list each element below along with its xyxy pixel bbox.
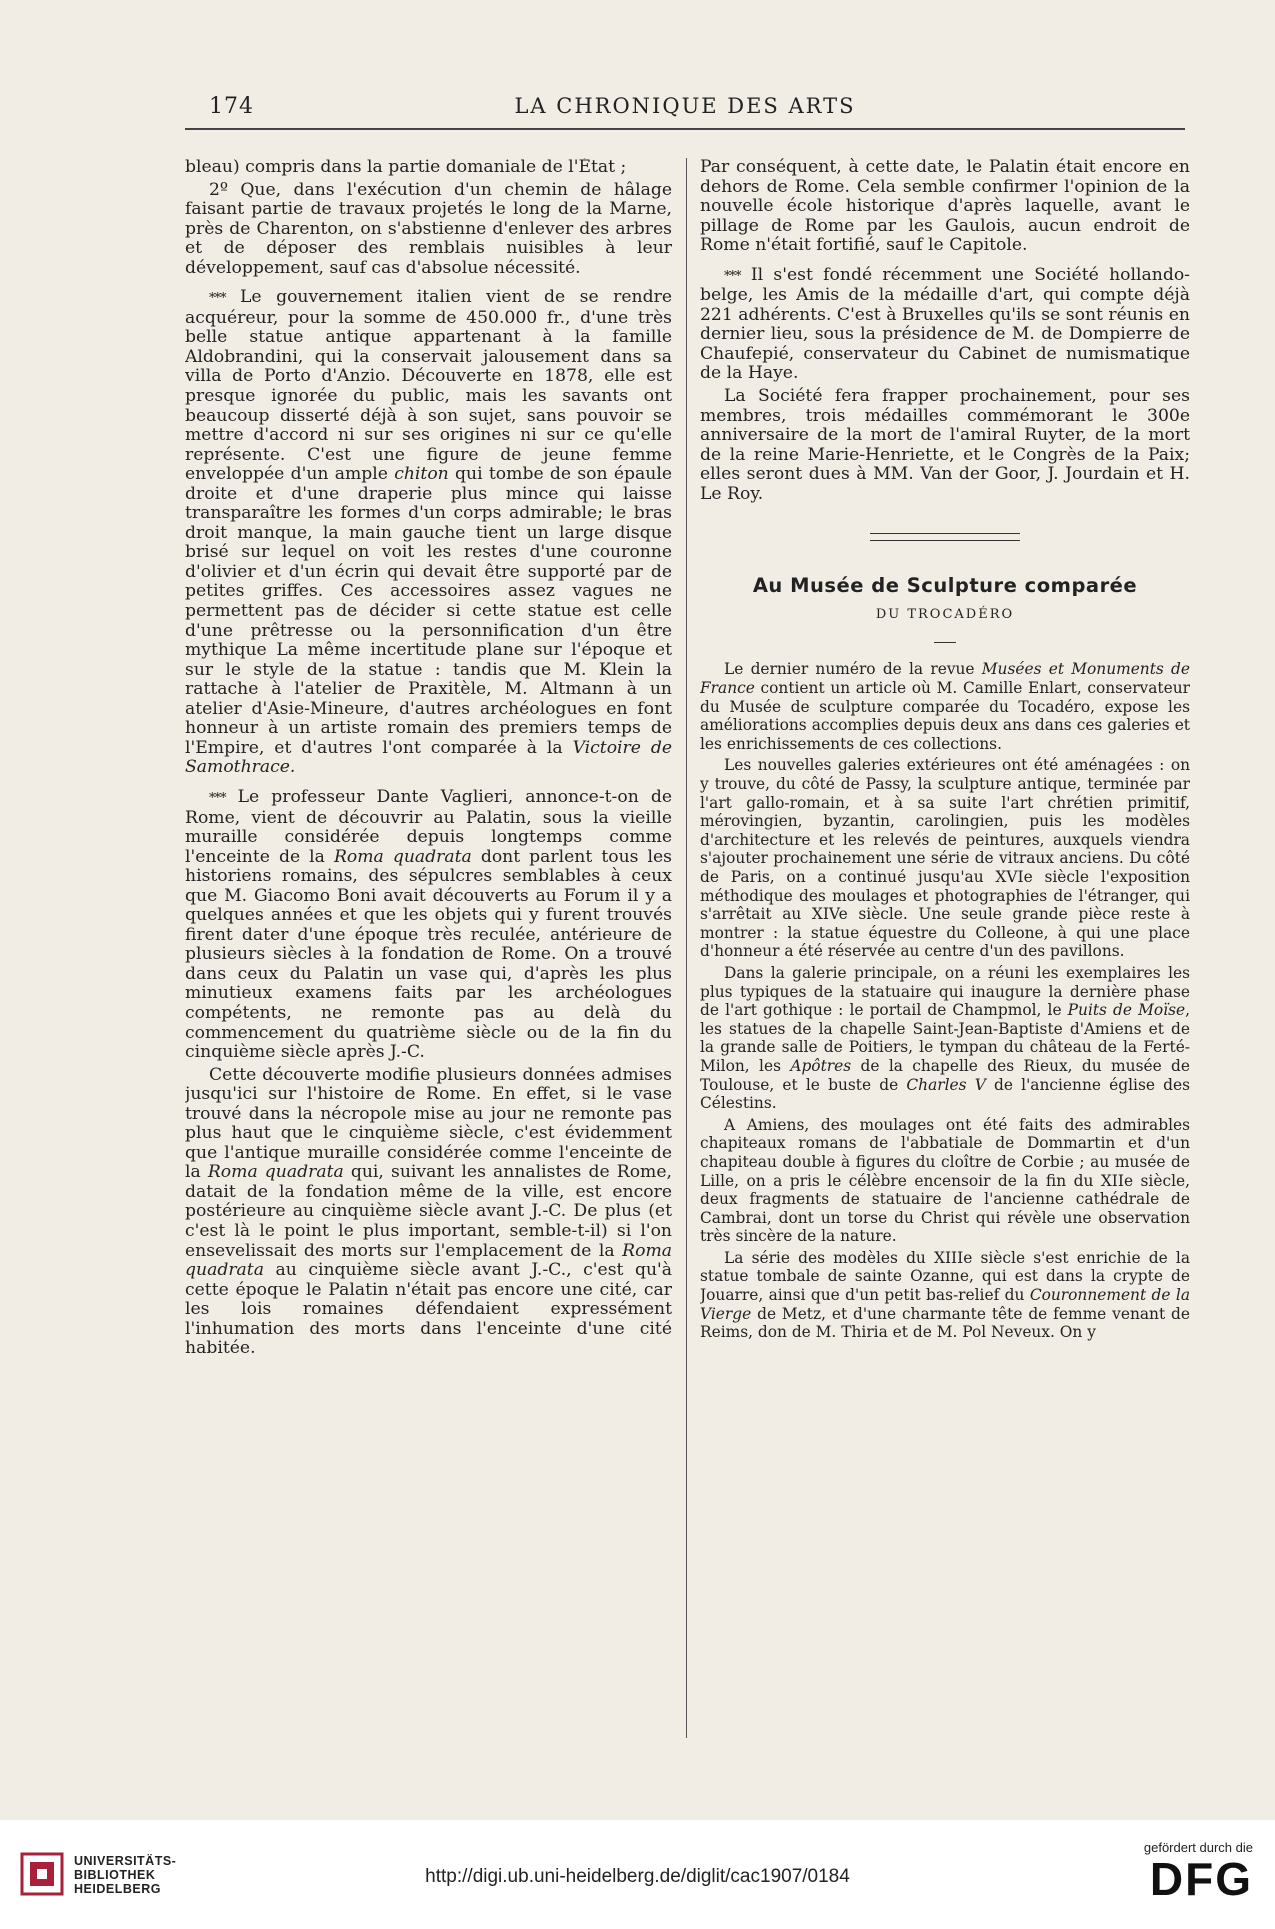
left-column xyxy=(185,158,672,1738)
library-name: UNIVERSITÄTS- BIBLIOTHEK HEIDELBERG xyxy=(74,1854,177,1896)
paragraph: bleau) compris dans la partie domaniale de l'État ; xyxy=(185,158,627,177)
article-title: Au Musée de Sculpture comparée xyxy=(752,573,1138,597)
right-column xyxy=(700,158,1190,1738)
asterism: *** xyxy=(724,268,741,284)
paragraph: Les nouvelles galeries extérieures ont été aménagées : on y trouve, du côté de Passy, la sculpture antique, terminée par l'art gallo-romain, et à sa suite l'art chrétien primitif, mérovingien, byzantin, carolingien, puis les modèles d'architecture et les relevés de peintures, auxquels viendra s'ajouter prochainement une série de vitraux anciens. Du côté de Paris, on a continué jusqu'au XVIe siècle l'exposition méthodique des moulages et photographies de l'étranger, qui s'arrêtait au XIVe siècle. Une seule grande pièce reste à montrer : la statue équestre du Colleone, à qui une place d'honneur a été réservée au centre d'un des pavillons. xyxy=(700,756,1190,961)
paragraph: Dans la galerie principale, on a réuni les exemplaires les plus typiques de la statuaire qui inaugure la dernière phase de l'art gothique : le portail de Champmol, le Puits de Moïse, les statues de la chapelle Saint-Jean-Baptiste d'Amiens et de la grande salle de Poitiers, le tympan du château de la Ferté-Milon, les Apôtres de la chapelle des Rieux, du musée de Toulouse, et le buste de Charles V de l'ancienne église des Célestins. xyxy=(700,963,1190,1113)
funder-label: gefördert durch die xyxy=(1143,1840,1253,1855)
column-divider xyxy=(686,158,687,1738)
page-number: 174 xyxy=(209,94,254,119)
paragraph: La série des modèles du XIIIe siècle s'est enrichie de la statue tombale de sainte Ozanne, qui est dans la crypte de Jouarre, ainsi que d'un petit bas-relief du Couronnement de la Vierge de Metz, et d'une charmante tête de femme venant de Reims, don de M. Thiria et de M. Pol Neveux. On y xyxy=(700,1248,1190,1342)
funder-credit xyxy=(1144,1840,1253,1903)
page-header xyxy=(205,92,1165,122)
paragraph: Cette découverte modifie plusieurs données admises jusqu'ici sur l'histoire de Rome. En effet, si le vase trouvé dans la nécropole mise au jour ne remonte pas plus haut que le cinquième siècle, c'est évidemment que l'antique muraille considérée comme l'enceinte de la Roma quadrata qui, suivant les annalistes de Rome, datait de la fondation même de la ville, est encore postérieure au cinquième siècle avant J.-C. De plus (et c'est là le point le plus important, semble-t-il) si l'on ensevelissait des morts sur l'emplacement de la Roma quadrata au cinquième siècle avant J.-C., c'est qu'à cette époque le Palatin n'était pas encore une cité, car les lois romaines défendaient expressément l'inhumation des morts dans l'enceinte d'une cité habitée. xyxy=(185,1064,672,1359)
paragraph: *** Il s'est fondé récemment une Société hollando-belge, les Amis de la médaille d'art, qui compte déjà 221 adhérents. C'est à Bruxelles qu'ils se sont réunis en dernier lieu, sous la présidence de M. de Dompierre de Chaufepié, conservateur du Cabinet de numismatique de la Haye. xyxy=(700,264,1190,384)
asterism: *** xyxy=(209,291,226,307)
journal-title: LA CHRONIQUE DES ARTS xyxy=(514,94,856,118)
ornamental-separator xyxy=(870,528,1020,548)
paragraph: *** Le gouvernement italien vient de se rendre acquéreur, pour la somme de 450.000 fr., d'une très belle statue antique appartenant à la famille Aldobrandini, qui la conservait jalousement dans sa villa de Porto d'Anzio. Découverte en 1878, elle est presque ignorée du public, mais les savants ont beaucoup disserté déjà à son sujet, sans pouvoir se mettre d'accord ni sur ses origines ni sur ce qu'elle représente. C'est une figure de jeune femme enveloppée d'un ample chiton qui tombe de son épaule droite et d'une draperie plus mince qui laisse transparaître les formes d'un corps admirable; le bras droit manque, la main gauche tient un large disque brisé sur lequel on voit les restes d'une couronne d'olivier et d'un écrin qui devait être supporté par de petites griffes. Ces accessoires assez vagues ne permettent pas de décider si cette statue est celle d'une prêtresse ou la personnification d'un être mythique La même incertitude plane sur l'époque et sur le style de la statue : tandis que M. Klein la rattache à l'atelier de Praxitèle, M. Altmann à un atelier d'Asie-Mineure, d'autres archéologues en font honneur à un artiste romain des premiers temps de l'Empire, et d'autres l'ont comparée à la Victoire de Samothrace. xyxy=(185,287,672,778)
paragraph: La Société fera frapper prochainement, pour ses membres, trois médailles commémorant le 300e anniversaire de la mort de l'amiral Ruyter, de la mort de la reine Marie-Henriette, et le Congrès de la Paix; elles seront dues à MM. Van der Goor, J. Jourdain et H. Le Roy. xyxy=(700,386,1190,504)
paragraph: *** Le professeur Dante Vaglieri, annonce-t-on de Rome, vient de découvrir au Palatin, sous la vieille muraille considérée depuis longtemps comme l'enceinte de la Roma quadrata dont parlent tous les historiens romains, des sépulcres semblables à ceux que M. Giacomo Boni avait découverts au Forum il y a quelques années et que les objets qui y furent trouvés firent dater d'une époque très reculée, antérieure de plusieurs siècles à la fondation de Rome. On a trouvé dans ceux du Palatin un vase qui, d'après les plus minutieux examens faits par les archéologues compétents, ne remonte pas au delà du commencement du quatrième siècle ou de la fin du cinquième siècle après J.-C. xyxy=(185,786,672,1063)
header-rule xyxy=(185,128,1185,130)
title-dash xyxy=(700,633,1190,653)
footer-bar xyxy=(0,1820,1275,1929)
source-url-link[interactable]: http://digi.ub.uni-heidelberg.de/diglit/cac1907/0184 xyxy=(425,1866,850,1887)
paragraph: 2º Que, dans l'exécution d'un chemin de hâlage faisant partie de travaux projetés le long de la Marne, près de Charenton, on s'abstienne d'enlever des arbres et de déposer des remblais nuisibles à leur développement, sauf cas d'absolue nécessité. xyxy=(185,179,672,278)
asterism: *** xyxy=(209,790,226,806)
paragraph: Par conséquent, à cette date, le Palatin était encore en dehors de Rome. Cela semble confirmer l'opinion de la nouvelle école historique d'après laquelle, avant le pillage de Rome par les Gaulois, aucun endroit de Rome n'était fortifié, sauf le Capitole. xyxy=(700,158,1190,256)
paragraph: Le dernier numéro de la revue Musées et Monuments de France contient un article où M. Camille Enlart, conservateur du Musée de sculpture comparée du Tocadéro, expose les améliorations accomplies depuis deux ans dans ces galeries et les enrichissements de ces collections. xyxy=(700,660,1190,753)
dfg-logo: DFG xyxy=(1149,1853,1253,1905)
article-subtitle: DU TROCADÉRO xyxy=(875,607,1015,623)
paragraph: A Amiens, des moulages ont été faits des admirables chapiteaux romans de l'abbatiale de Dommartin et d'un chapiteau double à figures du cloître de Corbie ; au musée de Lille, on a pris le célèbre encensoir de la fin du XIIe siècle, deux fragments de statuaire de l'ancienne cathédrale de Cambrai, dont un torse du Christ qui révèle une observation très sincère de la nature. xyxy=(700,1115,1190,1246)
